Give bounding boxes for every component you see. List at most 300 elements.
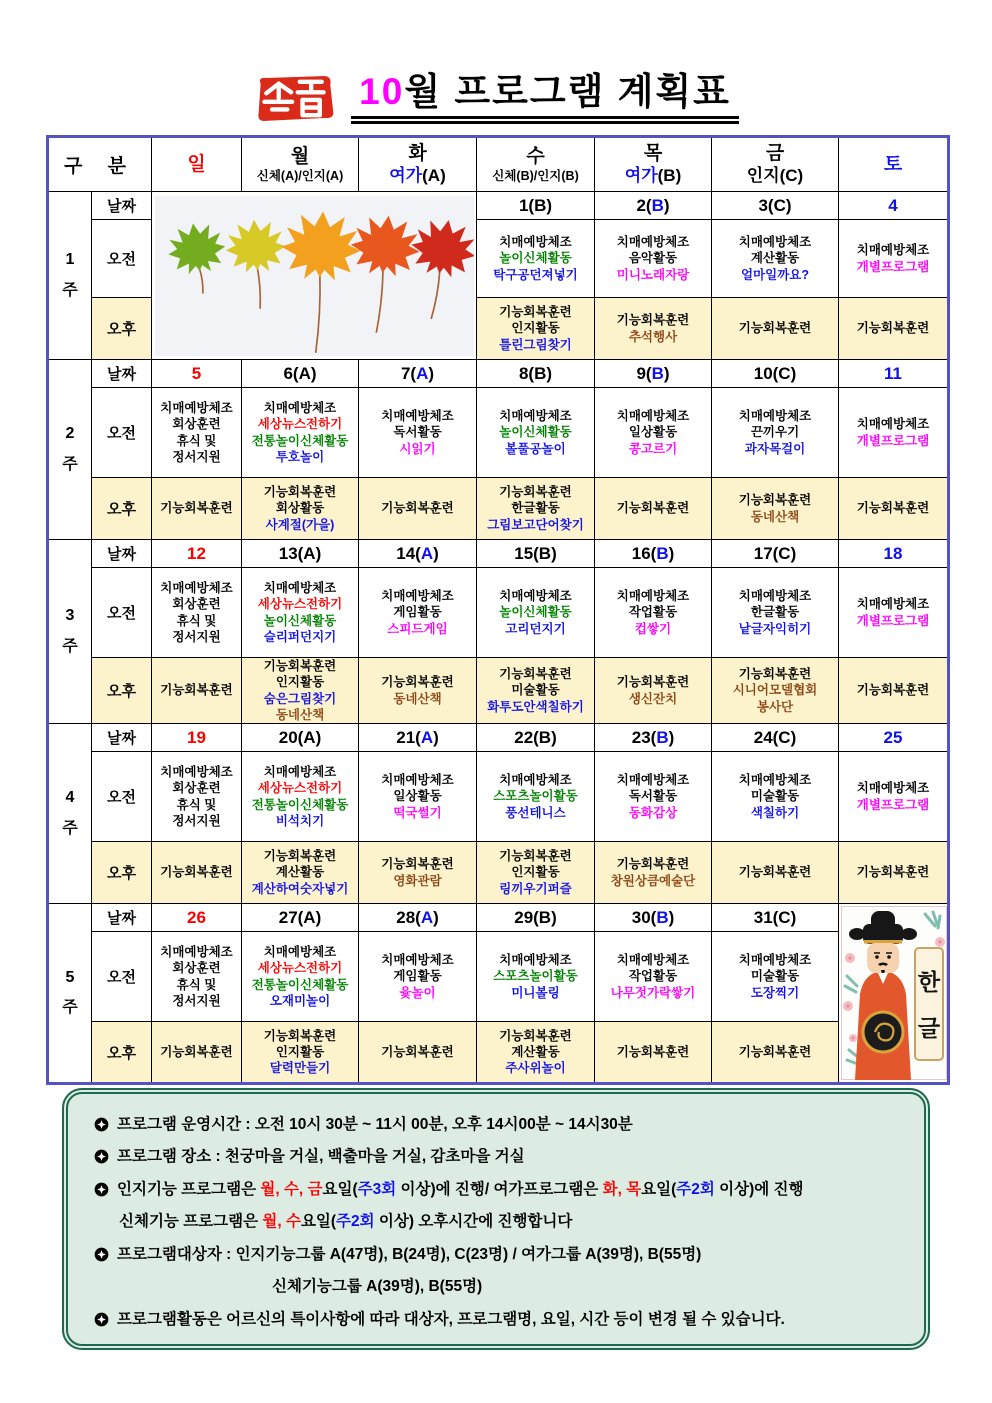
row-label-pm-w3: 오후	[92, 658, 152, 724]
text-segment: 목	[643, 143, 663, 165]
program-line: 치매예방체조	[499, 953, 572, 968]
program-line: 휴식 및	[176, 613, 217, 628]
text-segment: 월, 수	[262, 1213, 301, 1231]
cell-am-w2-thu	[595, 388, 712, 478]
text-segment: 5	[191, 363, 202, 383]
text-segment: 인지(C)	[746, 166, 804, 186]
program-line: 기능회복훈련	[499, 485, 572, 500]
program-line: 주사위놀이	[505, 1061, 566, 1076]
program-line: 회상활동	[275, 501, 325, 516]
text-segment: (A)	[422, 166, 446, 186]
program-line: 컵쌓기	[634, 621, 672, 636]
week-number: 4	[65, 789, 75, 807]
program-line: 기능회복훈련	[616, 313, 690, 328]
header-line	[359, 142, 476, 166]
header-day-wed	[477, 137, 595, 192]
date-w1-sat	[839, 192, 949, 220]
cell-pm-w2-thu	[595, 478, 712, 540]
program-line: 미술활동	[511, 683, 560, 698]
program-line: 치매예방체조	[738, 773, 812, 788]
program-line: 독서활동	[628, 789, 678, 804]
row-label-date-w2: 날짜	[92, 360, 152, 388]
program-line: 기능회복훈련	[738, 865, 812, 880]
text-segment: 신체(A)/인지(A)	[256, 168, 344, 183]
text-segment: 이상)에 진행/ 여가프로그램은	[396, 1180, 603, 1198]
cell-pm-w3-sat	[839, 658, 949, 724]
header-line	[359, 166, 476, 186]
text-segment: 30(	[631, 907, 657, 927]
text-segment: 신체(B)/인지(B)	[492, 168, 579, 183]
program-line: 치매예방체조	[160, 401, 233, 415]
program-line: 스포츠놀이활동	[493, 969, 578, 984]
header-line	[477, 169, 594, 184]
text-segment: 신체기능 프로그램은	[119, 1213, 263, 1231]
cell-am-w2-mon	[242, 388, 359, 478]
program-line: 정서지원	[172, 449, 221, 464]
program-line: 생신잔치	[628, 691, 678, 706]
program-line: 볼풀공놀이	[505, 441, 566, 456]
autumn-leaves-photo	[155, 196, 474, 356]
program-line: 오재미놀이	[269, 993, 331, 1008]
note-line-3	[94, 1179, 900, 1201]
program-line: 정서지원	[172, 993, 221, 1008]
cell-pm-w4-thu	[595, 842, 712, 904]
cell-pm-w3-wed	[477, 658, 595, 724]
program-line: 기능회복훈련	[499, 1028, 572, 1043]
title-rest: 월 프로그램 계획표	[404, 71, 731, 112]
program-line: 치매예방체조	[381, 409, 454, 424]
program-line: 끈끼우기	[750, 425, 800, 440]
text-segment: )	[668, 727, 675, 747]
text-segment: 이상)에 진행	[714, 1180, 804, 1198]
program-line: 기능회복훈련	[616, 675, 690, 690]
text-segment: 여가	[389, 166, 423, 186]
row-label-am-w2: 오전	[92, 388, 152, 478]
note-text	[117, 1309, 785, 1331]
program-line: 인지활동	[275, 1044, 325, 1059]
program-line: 계산활동	[275, 865, 325, 880]
text-segment: 12	[187, 543, 206, 563]
note-text	[119, 1211, 572, 1233]
cell-pm-w2-tue	[359, 478, 477, 540]
text-segment: )	[668, 907, 675, 927]
program-line: 영화관람	[393, 873, 442, 888]
program-line: 링끼우기퍼즐	[499, 881, 572, 896]
date-w2-mon	[242, 360, 359, 388]
program-line: 게임활동	[393, 605, 442, 620]
program-line: 기능회복훈련	[616, 501, 690, 516]
text-segment: 요일(	[641, 1180, 677, 1198]
text-segment: 프로그램 장소 : 천궁마을 거실, 백출마을 거실, 감초마을 거실	[117, 1148, 525, 1166]
week-number: 3	[65, 607, 75, 625]
text-segment: 23(	[631, 727, 657, 747]
program-line: 기능회복훈련	[499, 305, 572, 320]
program-line: 치매예방체조	[263, 945, 337, 959]
program-line: 기능회복훈련	[856, 321, 930, 336]
cell-pm-w1-wed	[477, 298, 595, 360]
cell-pm-w4-wed	[477, 842, 595, 904]
text-segment: 9(	[636, 363, 652, 383]
program-line: 기능회복훈련	[263, 1028, 337, 1043]
star-bullet-icon	[94, 1182, 109, 1197]
date-w3-sun	[152, 540, 242, 568]
program-line: 치매예방체조	[738, 235, 812, 250]
header-line	[477, 145, 594, 169]
date-w1-fri	[712, 192, 839, 220]
program-line: 치매예방체조	[856, 243, 930, 258]
cell-am-w5-fri	[712, 932, 839, 1022]
program-line: 고리던지기	[505, 621, 566, 636]
program-line: 기능회복훈련	[616, 857, 690, 872]
text-segment: )	[433, 907, 439, 927]
program-line: 개별프로그램	[856, 797, 930, 812]
text-segment: 22(B)	[514, 727, 557, 747]
program-line: 회상훈련	[172, 597, 221, 612]
text-segment: 월	[290, 146, 310, 168]
text-segment: 14(	[396, 543, 421, 563]
hangeul-day-image	[839, 904, 949, 1084]
cell-am-w5-wed	[477, 932, 595, 1022]
cell-am-w3-tue	[359, 568, 477, 658]
program-line: 세상뉴스전하기	[257, 417, 343, 432]
date-w4-mon	[242, 724, 359, 752]
text-segment: 19	[187, 727, 206, 747]
cell-am-w4-fri	[712, 752, 839, 842]
cell-pm-w5-tue	[359, 1022, 477, 1084]
date-w2-sat	[839, 360, 949, 388]
star-bullet-icon	[94, 1312, 109, 1327]
program-line: 풍선테니스	[505, 805, 566, 820]
date-w5-wed	[477, 904, 595, 932]
cell-am-w4-sat	[839, 752, 949, 842]
program-line: 회상훈련	[172, 417, 221, 432]
row-label-pm-w2: 오후	[92, 478, 152, 540]
program-line: 회상훈련	[172, 961, 221, 976]
program-line: 인지활동	[511, 865, 560, 880]
cell-am-w5-tue	[359, 932, 477, 1022]
cell-am-w2-wed	[477, 388, 595, 478]
program-line: 틀린그림찾기	[499, 337, 572, 352]
program-line: 기능회복훈련	[738, 321, 812, 336]
cell-am-w4-wed	[477, 752, 595, 842]
program-line: 기능회복훈련	[856, 865, 930, 880]
date-w3-mon	[242, 540, 359, 568]
program-line: 낱글자익히기	[738, 621, 812, 636]
program-line: 개별프로그램	[856, 259, 930, 274]
program-line: 정서지원	[172, 629, 221, 644]
program-line: 치매예방체조	[160, 945, 233, 959]
note-text	[117, 1179, 803, 1201]
row-label-am-w3: 오전	[92, 568, 152, 658]
cell-am-w3-sat	[839, 568, 949, 658]
program-line: 기능회복훈련	[381, 1044, 454, 1059]
note-text	[272, 1276, 482, 1298]
text-segment: B	[656, 907, 669, 927]
row-label-pm-w4: 오후	[92, 842, 152, 904]
autumn-leaves-image	[152, 192, 477, 360]
program-line: 비석치기	[275, 813, 325, 828]
star-bullet-icon	[94, 1247, 109, 1262]
program-line: 그림보고단어찾기	[487, 517, 584, 532]
date-w3-sat	[839, 540, 949, 568]
program-line: 게임활동	[393, 969, 442, 984]
red-seal-stamp-icon	[253, 73, 335, 123]
text-segment: 6(A)	[283, 363, 317, 383]
program-line: 세상뉴스전하기	[257, 781, 343, 796]
cell-am-w1-sat	[839, 220, 949, 298]
header-day-thu	[595, 137, 712, 192]
cell-pm-w1-thu	[595, 298, 712, 360]
program-line: 세상뉴스전하기	[257, 961, 343, 976]
row-label-am-w4: 오전	[92, 752, 152, 842]
note-line-1	[94, 1114, 900, 1136]
schedule-table	[46, 135, 950, 1085]
text-segment: 인지기능 프로그램은	[117, 1180, 261, 1198]
program-line: 윷놀이	[399, 985, 436, 1000]
schedule-table-wrap	[46, 135, 950, 1085]
program-line: 기능회복훈련	[160, 865, 233, 880]
notes-panel	[62, 1088, 930, 1350]
text-segment: 프로그램대상자 : 인지기능그룹 A(47명), B(24명), C(23명) / 여가그룹 A(39명), B(55명)	[117, 1245, 702, 1263]
text-segment: 3(C)	[758, 195, 792, 215]
program-line: 인지활동	[275, 675, 325, 690]
date-w2-wed	[477, 360, 595, 388]
date-w4-tue	[359, 724, 477, 752]
header-day-mon	[242, 137, 359, 192]
cell-am-w3-thu	[595, 568, 712, 658]
program-line: 슬리퍼던지기	[263, 629, 337, 644]
program-line: 화투도안색칠하기	[487, 699, 584, 714]
cell-am-w2-sat	[839, 388, 949, 478]
star-bullet-icon	[94, 1117, 109, 1132]
cell-am-w5-mon	[242, 932, 359, 1022]
cell-am-w2-fri	[712, 388, 839, 478]
text-segment: 20(A)	[278, 727, 322, 747]
program-line: 음악활동	[628, 251, 678, 266]
cell-pm-w4-tue	[359, 842, 477, 904]
cell-pm-w4-mon	[242, 842, 359, 904]
text-segment: 18	[883, 543, 903, 563]
program-line: 치매예방체조	[499, 235, 572, 250]
cell-pm-w2-sun	[152, 478, 242, 540]
program-line: 투호놀이	[275, 449, 325, 464]
text-segment: (B)	[657, 166, 682, 186]
cell-pm-w5-mon	[242, 1022, 359, 1084]
title-month: 10	[359, 71, 405, 112]
text-segment: 주2회	[676, 1180, 715, 1198]
header-line	[595, 166, 711, 186]
date-w4-fri	[712, 724, 839, 752]
program-line: 개별프로그램	[856, 613, 930, 628]
program-line: 기능회복훈련	[160, 683, 233, 698]
text-segment: )	[433, 543, 439, 563]
cell-am-w4-sun	[152, 752, 242, 842]
cell-pm-w5-sun	[152, 1022, 242, 1084]
cell-pm-w5-thu	[595, 1022, 712, 1084]
cell-am-w5-thu	[595, 932, 712, 1022]
note-text	[117, 1244, 701, 1266]
program-line: 창원상큼예술단	[610, 873, 696, 888]
program-line: 정서지원	[172, 813, 221, 828]
program-line: 작업활동	[628, 969, 678, 984]
text-segment: A	[420, 727, 434, 747]
program-line: 동네산책	[750, 509, 800, 524]
program-line: 스포츠놀이활동	[493, 789, 578, 804]
text-segment: 26	[187, 907, 206, 927]
program-line: 숨은그림찾기	[263, 691, 337, 706]
text-segment: 21(	[396, 727, 421, 747]
text-segment: 프로그램활동은 어르신의 특이사항에 따라 대상자, 프로그램명, 요일, 시간 등이 변경 될 수 있습니다.	[117, 1310, 785, 1328]
cell-pm-w2-sat	[839, 478, 949, 540]
program-line: 세상뉴스전하기	[257, 597, 343, 612]
date-w2-tue	[359, 360, 477, 388]
text-segment: 10(C)	[753, 363, 797, 383]
program-line: 전통놀이신체활동	[251, 977, 349, 992]
header-day-tue	[359, 137, 477, 192]
week-3-label	[48, 540, 92, 724]
text-segment: 주3회	[357, 1180, 397, 1198]
date-w3-thu	[595, 540, 712, 568]
program-line: 얼마일까요?	[740, 267, 809, 282]
text-segment: 수	[526, 146, 545, 168]
text-segment: 11	[884, 363, 902, 383]
note-line-2	[94, 1146, 900, 1168]
program-line: 휴식 및	[176, 797, 217, 812]
text-segment: B	[651, 195, 664, 215]
header-line	[839, 153, 947, 177]
text-segment: )	[663, 363, 670, 383]
row-label-pm-w5: 오후	[92, 1022, 152, 1084]
header-day-fri	[712, 137, 839, 192]
program-line: 시니어모델협회	[732, 683, 818, 698]
program-line: 인지활동	[511, 321, 560, 336]
program-line: 기능회복훈련	[160, 501, 233, 516]
row-label-am-w5: 오전	[92, 932, 152, 1022]
cell-am-w2-tue	[359, 388, 477, 478]
date-w3-fri	[712, 540, 839, 568]
text-segment: 17(C)	[753, 543, 797, 563]
text-segment: 요일(	[300, 1213, 337, 1231]
cell-am-w5-sun	[152, 932, 242, 1022]
cell-pm-w1-fri	[712, 298, 839, 360]
program-line: 사계절(가을)	[265, 517, 335, 532]
program-line: 독서활동	[393, 425, 442, 440]
program-line: 달력만들기	[269, 1061, 331, 1076]
cell-pm-w4-sun	[152, 842, 242, 904]
text-segment: 15(B)	[514, 543, 557, 563]
program-line: 한글활동	[511, 501, 560, 516]
program-line: 놀이신체활동	[263, 613, 337, 628]
program-line: 치매예방체조	[616, 589, 690, 604]
date-w5-fri	[712, 904, 839, 932]
program-line: 치매예방체조	[856, 417, 930, 432]
header-line	[242, 169, 358, 184]
week-suffix: 주	[62, 999, 78, 1016]
note-line-6	[272, 1276, 900, 1298]
text-segment: )	[433, 727, 439, 747]
text-segment: 25	[883, 727, 903, 747]
program-line: 색칠하기	[750, 805, 800, 820]
text-segment: )	[663, 195, 670, 215]
cell-pm-w3-sun	[152, 658, 242, 724]
text-segment: B	[656, 543, 669, 563]
header-line	[712, 142, 838, 166]
king-sejong-illustration	[841, 906, 947, 1080]
date-w4-sat	[839, 724, 949, 752]
text-segment: )	[668, 543, 675, 563]
text-segment: 29(B)	[514, 907, 557, 927]
program-line: 콩고르기	[628, 441, 678, 456]
cell-am-w1-wed	[477, 220, 595, 298]
program-line: 일상활동	[393, 789, 442, 804]
program-line: 기능회복훈련	[381, 857, 454, 872]
week-number: 1	[65, 251, 75, 269]
program-line: 기능회복훈련	[263, 849, 337, 864]
svg-text:글: 글	[917, 1015, 941, 1041]
program-line: 놀이신체활동	[499, 605, 572, 620]
program-line: 작업활동	[628, 605, 678, 620]
program-line: 기능회복훈련	[160, 1044, 233, 1059]
cell-pm-w4-sat	[839, 842, 949, 904]
text-segment: 7(	[400, 363, 417, 383]
text-segment: 4	[888, 195, 898, 215]
program-line: 기능회복훈련	[738, 667, 812, 682]
week-suffix: 주	[62, 819, 78, 837]
program-line: 한글활동	[750, 605, 800, 620]
program-line: 치매예방체조	[381, 773, 454, 788]
program-line: 치매예방체조	[738, 409, 812, 424]
cell-am-w1-thu	[595, 220, 712, 298]
week-suffix: 주	[62, 455, 78, 473]
cell-pm-w2-fri	[712, 478, 839, 540]
program-line: 치매예방체조	[616, 953, 690, 968]
cell-am-w1-fri	[712, 220, 839, 298]
program-line: 놀이신체활동	[499, 425, 572, 440]
program-line: 도장찍기	[750, 985, 800, 1000]
date-w2-sun	[152, 360, 242, 388]
date-w4-wed	[477, 724, 595, 752]
text-segment: A	[416, 363, 429, 383]
program-line: 기능회복훈련	[499, 849, 572, 864]
text-segment: B	[656, 727, 669, 747]
cell-am-w4-mon	[242, 752, 359, 842]
program-line: 휴식 및	[176, 433, 217, 448]
program-line: 추석행사	[628, 329, 678, 344]
text-segment: 8(B)	[518, 363, 553, 383]
header-day-sat	[839, 137, 949, 192]
cell-am-w4-tue	[359, 752, 477, 842]
program-line: 계산하여숫자넣기	[251, 881, 349, 896]
row-label-date-w4: 날짜	[92, 724, 152, 752]
text-segment: 31(C)	[753, 907, 797, 927]
header-line	[242, 145, 358, 169]
program-line: 치매예방체조	[160, 581, 233, 595]
page-title-bar	[0, 72, 992, 124]
date-w5-mon	[242, 904, 359, 932]
program-line: 치매예방체조	[856, 781, 930, 796]
program-line: 계산활동	[511, 1044, 560, 1059]
week-4-label	[48, 724, 92, 904]
program-line: 전통놀이신체활동	[251, 797, 349, 812]
text-segment: A	[420, 543, 434, 563]
week-5-label	[48, 904, 92, 1084]
program-line: 동네산책	[275, 707, 325, 722]
note-text	[117, 1114, 633, 1136]
row-label-pm-w1: 오후	[92, 298, 152, 360]
program-line: 미니볼링	[511, 985, 560, 1000]
date-w1-wed	[477, 192, 595, 220]
cell-pm-w5-wed	[477, 1022, 595, 1084]
